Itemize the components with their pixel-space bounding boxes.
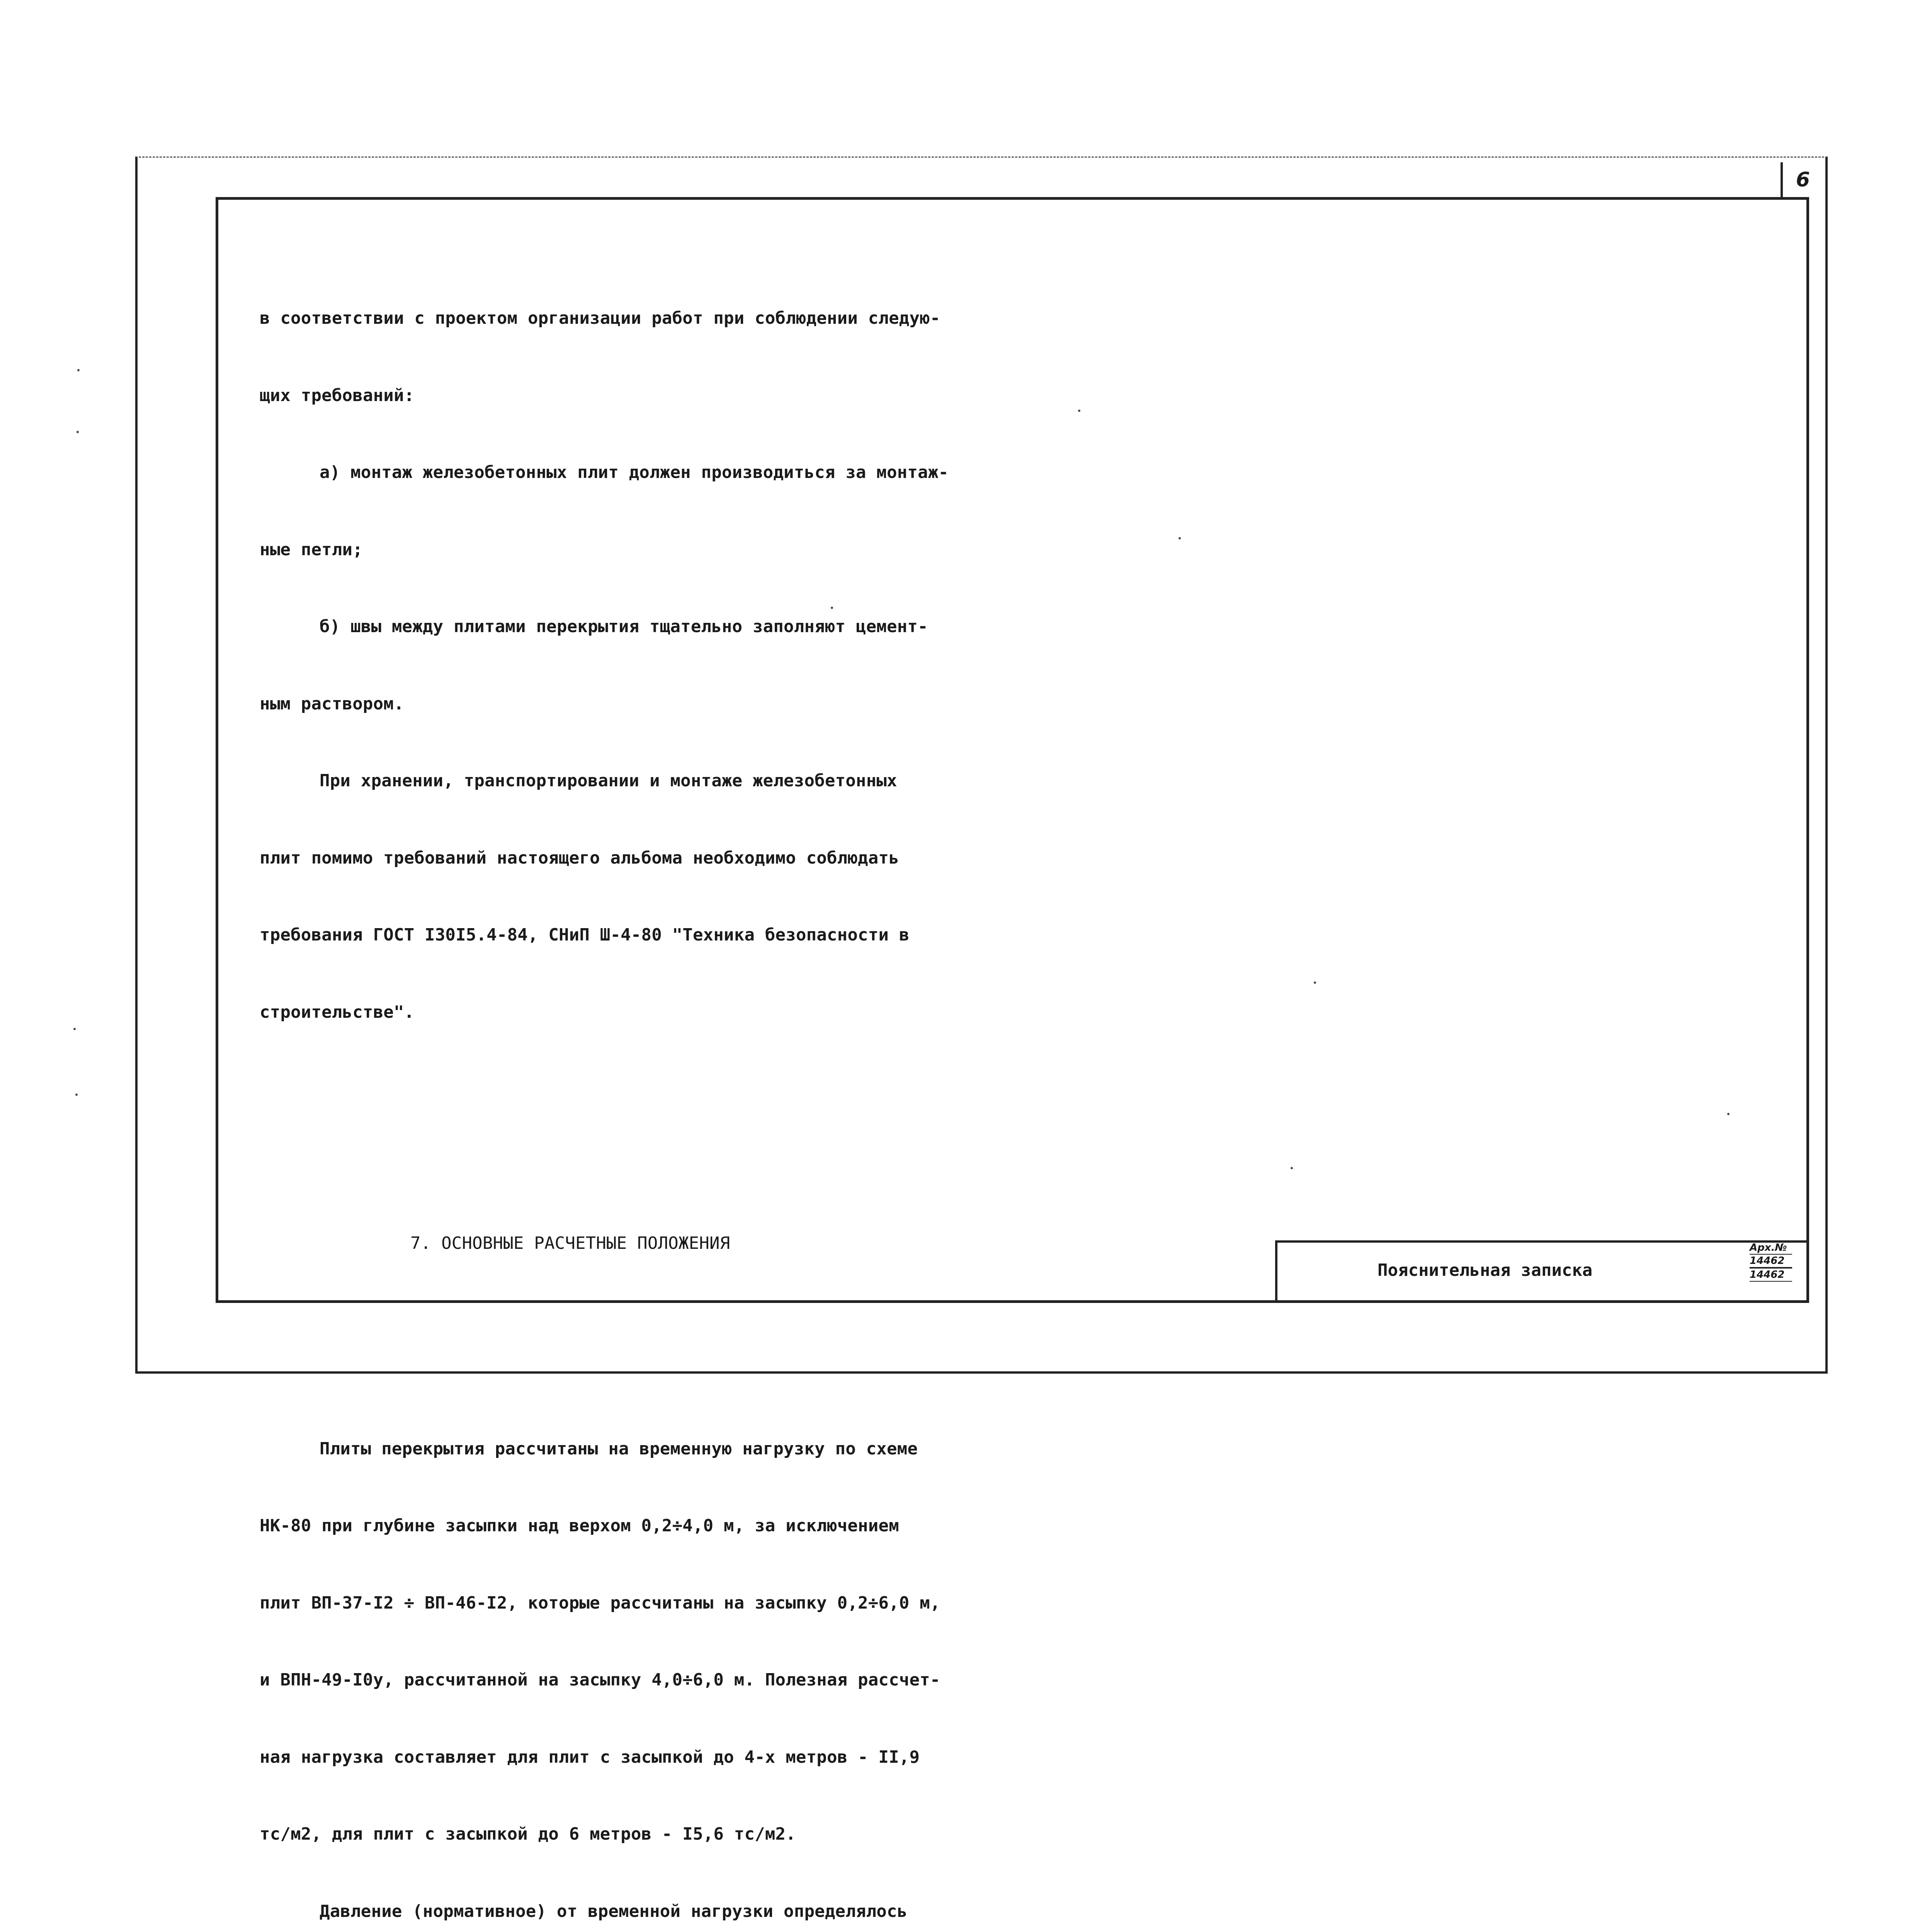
body-line: плит ВП-37-I2 ÷ ВП-46-I2, которые рассчитаны на засыпку 0,2÷6,0 м, bbox=[260, 1593, 940, 1613]
document-body bbox=[260, 254, 975, 1932]
page-number: 6 bbox=[1781, 162, 1823, 197]
archive-stamp bbox=[1750, 1242, 1808, 1299]
body-line: требования ГОСТ I30I5.4-84, СНиП Ш-4-80 "Техника безопасности в bbox=[260, 925, 910, 945]
body-line: Плиты перекрытия рассчитаны на временную нагрузку по схеме bbox=[320, 1439, 918, 1459]
scan-speck bbox=[1314, 981, 1316, 984]
body-line: щих требований: bbox=[260, 385, 415, 405]
spacer bbox=[260, 1102, 975, 1154]
archive-line: 14462 bbox=[1750, 1255, 1792, 1268]
scan-speck bbox=[831, 607, 833, 609]
body-line: ные петли; bbox=[260, 539, 363, 560]
scan-speck bbox=[75, 1094, 78, 1096]
body-line: ным раствором. bbox=[260, 694, 404, 714]
body-line: строительстве". bbox=[260, 1002, 415, 1022]
body-line: тс/м2, для плит с засыпкой до 6 метров - I5,6 тс/м2. bbox=[260, 1824, 796, 1844]
scan-speck bbox=[77, 369, 80, 371]
scan-speck bbox=[1078, 410, 1080, 412]
body-line: б) швы между плитами перекрытия тщательно заполняют цемент- bbox=[320, 617, 928, 636]
body-line: и ВПН-49-I0у, рассчитанной на засыпку 4,0÷6,0 м. Полезная рассчет- bbox=[260, 1670, 940, 1690]
body-line: При хранении, транспортировании и монтаже железобетонных bbox=[320, 771, 897, 791]
body-line: плит помимо требований настоящего альбома необходимо соблюдать bbox=[260, 848, 899, 868]
body-line: в соответствии с проектом организации работ при соблюдении следую- bbox=[260, 308, 940, 328]
archive-line: 14462 bbox=[1750, 1269, 1792, 1282]
scan-speck bbox=[1291, 1167, 1293, 1169]
document-title: Пояснительная записка bbox=[1378, 1260, 1593, 1280]
section-heading: 7. ОСНОВНЫЕ РАСЧЕТНЫЕ ПОЛОЖЕНИЯ bbox=[410, 1233, 730, 1253]
body-line: Давление (нормативное) от временной нагрузки определялось bbox=[320, 1901, 908, 1921]
scan-speck bbox=[77, 431, 79, 433]
body-line: а) монтаж железобетонных плит должен производиться за монтаж- bbox=[320, 463, 949, 482]
body-line: ная нагрузка составляет для плит с засыпкой до 4-х метров - II,9 bbox=[260, 1747, 920, 1767]
spacer bbox=[260, 1333, 975, 1359]
body-line: НК-80 при глубине засыпки над верхом 0,2÷4,0 м, за исключением bbox=[260, 1516, 899, 1536]
archive-line: Арх.№ bbox=[1750, 1242, 1792, 1255]
scan-speck bbox=[1179, 537, 1181, 539]
scan-speck bbox=[1727, 1113, 1730, 1115]
scan-speck bbox=[73, 1028, 76, 1030]
